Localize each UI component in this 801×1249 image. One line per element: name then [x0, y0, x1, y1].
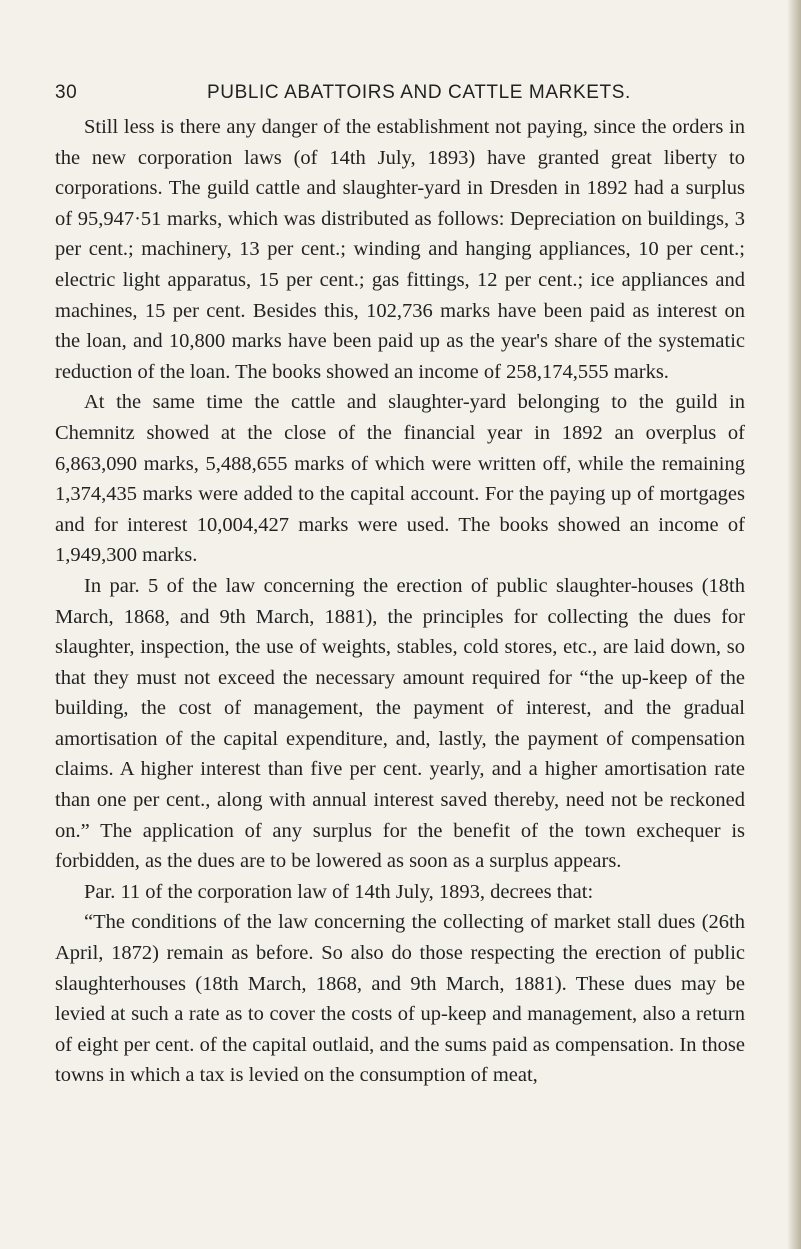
- page-header: [55, 82, 745, 112]
- paragraph-law-par-5: In par. 5 of the law concerning the erection of public slaughter-houses (18th March, 1868, and 9th March, 1881), the principles for collecting the dues for slaughter, inspection, the use of weights, stables, cold stores, etc., are laid down, so that they must not exceed the necessary amount required for “the up-keep of the building, the cost of management, the payment of interest, and the gradual amortisation of the capital expenditure, and, lastly, the payment of compensation claims. A higher interest than five per cent. yearly, and a higher amortisation rate than one per cent., along with annual interest saved thereby, need not be reckoned on.” The application of any surplus for the benefit of the town exchequer is forbidden, as the dues are to be lowered as soon as a surplus appears.: [55, 574, 745, 873]
- running-title: PUBLIC ABATTOIRS AND CATTLE MARKETS.: [207, 82, 631, 103]
- paragraph-par-11-intro: Par. 11 of the corporation law of 14th July, 1893, decrees that:: [84, 880, 594, 903]
- body-text: [55, 112, 745, 1091]
- page-edge-shadow: [787, 0, 801, 1249]
- page-number: 30: [55, 82, 78, 103]
- paragraph-par-11-quote: “The conditions of the law concerning the collecting of market stall dues (26th April, 1872) remain as before. So also do those respecting the erection of public slaughterhouses (18th March, 1868, and 9th March, 1881). These dues may be levied at such a rate as to cover the costs of up-keep and management, also a return of eight per cent. of the capital outlaid, and the sums paid as compensation. In those towns in which a tax is levied on the consumption of meat,: [55, 911, 745, 1087]
- paragraph-chemnitz-overplus: At the same time the cattle and slaughter-yard belonging to the guild in Chemnitz showed at the close of the financial year in 1892 an overplus of 6,863,090 marks, 5,488,655 marks of which were written off, while the remaining 1,374,435 marks were added to the capital account. For the paying up of mortgages and for interest 10,004,427 marks were used. The books showed an income of 1,949,300 marks.: [55, 391, 745, 567]
- paragraph-dresden-surplus: Still less is there any danger of the establishment not paying, since the orders in the new corporation laws (of 14th July, 1893) have granted great liberty to corporations. The guild cattle and slaughter-yard in Dresden in 1892 had a surplus of 95,947·51 marks, which was distributed as follows: Depreciation on buildings, 3 per cent.; machinery, 13 per cent.; winding and hanging appliances, 10 per cent.; electric light apparatus, 15 per cent.; gas fittings, 12 per cent.; ice appliances and machines, 15 per cent. Besides this, 102,736 marks have been paid as interest on the loan, and 10,800 marks have been paid up as the year's share of the systematic reduction of the loan. The books showed an income of 258,174,555 marks.: [55, 116, 745, 383]
